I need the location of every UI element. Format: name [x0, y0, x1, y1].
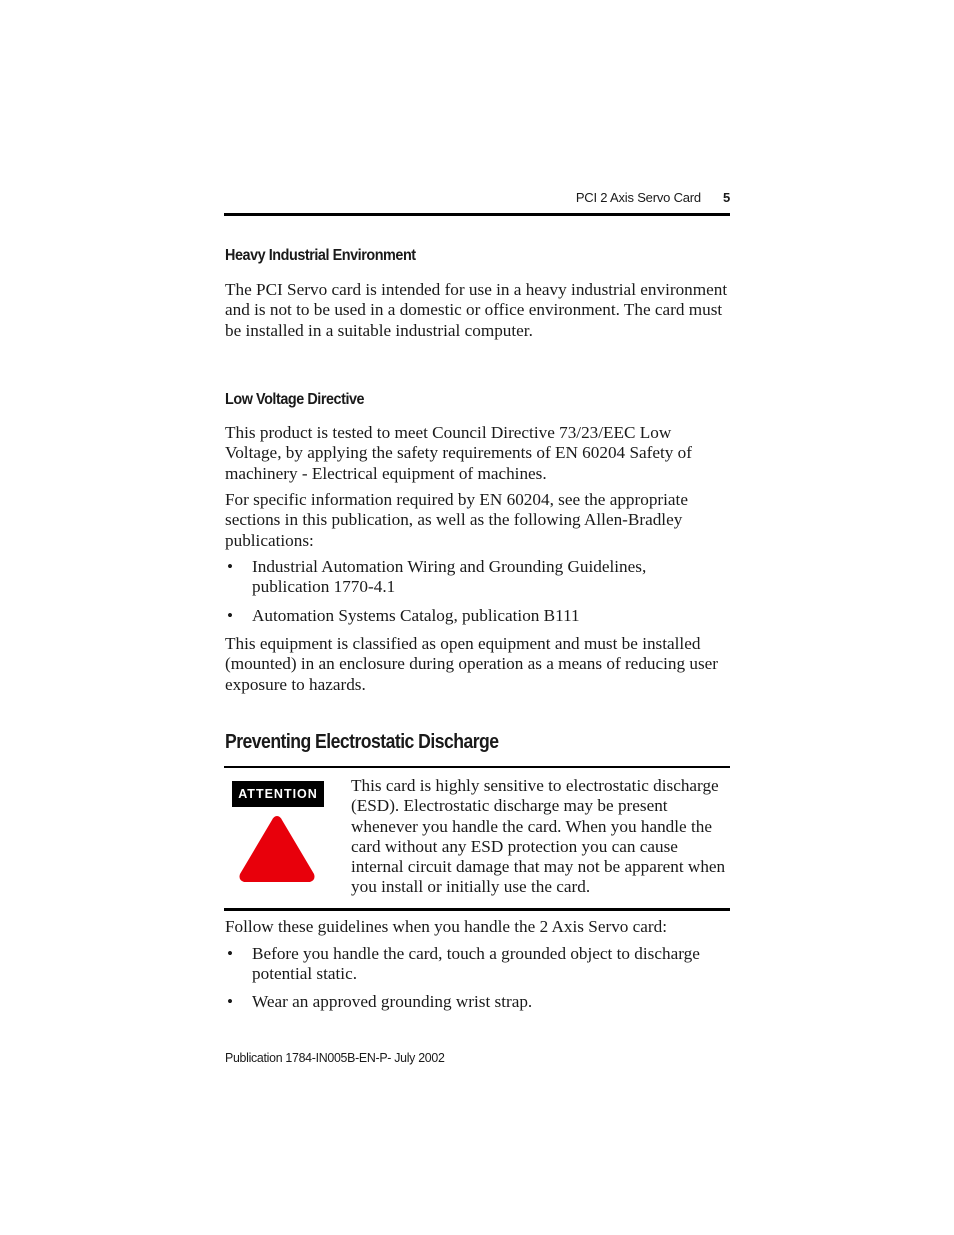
- running-header: [225, 190, 730, 205]
- list-item-text: Before you handle the card, touch a grounded object to discharge potential static.: [252, 944, 700, 984]
- list-item-text: Industrial Automation Wiring and Grounding Guidelines, publication 1770-4.1: [252, 557, 647, 597]
- heavy-industrial-heading: Heavy Industrial Environment: [225, 247, 416, 264]
- warning-triangle-shape: [240, 816, 315, 882]
- bullet-icon: •: [227, 944, 234, 963]
- bullet-icon: •: [227, 606, 234, 625]
- esd-intro: Follow these guidelines when you handle the 2 Axis Servo card:: [225, 917, 668, 936]
- list-item-text: Automation Systems Catalog, publication B111: [252, 606, 580, 625]
- bullet-icon: •: [227, 557, 234, 576]
- header-rule: [224, 213, 730, 216]
- attention-text: This card is highly sensitive to electrostatic discharge (ESD). Electrostatic discharge may be present whenever you handle the card. When you handle the card without any ESD protection you can cause internal circuit damage that may not be apparent when you install or initially use the card.: [351, 776, 726, 897]
- heavy-industrial-paragraph: The PCI Servo card is intended for use in a heavy industrial environment and is not to be used in a domestic or office environment. The card must be installed in a suitable industrial computer.: [225, 280, 728, 340]
- low-voltage-paragraph-1: This product is tested to meet Council Directive 73/23/EEC Low Voltage, by applying the safety requirements of EN 60204 Safety of machinery - Electrical equipment of machines.: [225, 423, 692, 483]
- list-item-text: Wear an approved grounding wrist strap.: [252, 992, 533, 1011]
- low-voltage-paragraph-2: For specific information required by EN 60204, see the appropriate sections in this publication, as well as the following Allen-Bradley publications:: [225, 490, 688, 550]
- attention-rule-bottom: [224, 908, 730, 911]
- bullet-icon: •: [227, 992, 234, 1011]
- low-voltage-paragraph-3: This equipment is classified as open equipment and must be installed (mounted) in an enclosure during operation as a means of reducing user exposure to hazards.: [225, 634, 719, 694]
- esd-heading: Preventing Electrostatic Discharge: [225, 731, 499, 753]
- footer-publication: Publication 1784-IN005B-EN-P- July 2002: [225, 1050, 445, 1065]
- low-voltage-heading: Low Voltage Directive: [225, 391, 365, 408]
- attention-rule-top: [224, 766, 730, 768]
- attention-badge: ATTENTION: [232, 781, 324, 807]
- running-title: PCI 2 Axis Servo Card: [575, 190, 701, 205]
- page-number: 5: [722, 190, 730, 205]
- warning-triangle-icon: [236, 812, 318, 884]
